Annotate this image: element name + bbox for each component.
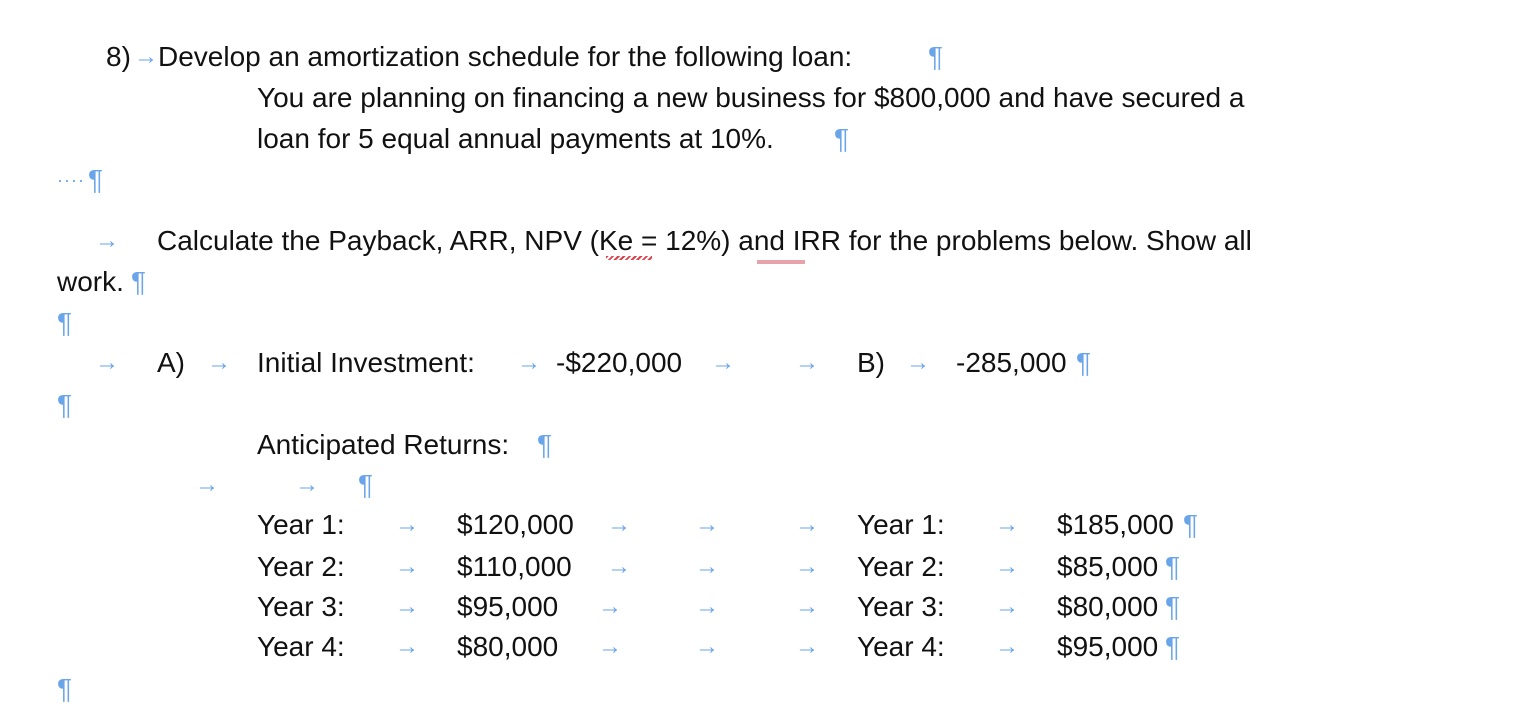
tab-mark: → [995,593,1019,620]
project-b-label: B) [857,347,885,378]
loan-description-line-1: You are planning on financing a new business for $800,000 and have secured a [257,82,1245,113]
tab-mark: → [395,633,419,660]
tab-mark: → [795,553,819,580]
project-a-amount: $95,000 [457,591,559,622]
tab-mark: → [795,511,819,538]
anticipated-returns-label: Anticipated Returns: [257,429,510,460]
project-b-year: Year 3: [857,591,945,622]
project-a-year: Year 2: [257,551,345,582]
tab-mark: → [395,593,419,620]
pilcrow-mark: ¶ [131,266,147,297]
project-a-year: Year 3: [257,591,345,622]
tab-mark: → [795,593,819,620]
project-a-amount: $110,000 [457,551,572,582]
tab-mark: → [995,553,1019,580]
project-b-amount: $95,000 [1057,631,1159,662]
tab-mark: → [795,349,819,376]
project-b-investment: -285,000 [956,347,1067,378]
pilcrow-mark: ¶ [1076,347,1092,378]
grammar-underline [757,260,805,264]
project-b-year: Year 2: [857,551,945,582]
pilcrow-mark: ¶ [358,469,374,500]
spellcheck-squiggle [606,256,652,260]
tab-mark: → [906,349,930,376]
tab-mark: → [395,511,419,538]
loan-description-line-2: loan for 5 equal annual payments at 10%. [257,123,774,154]
pilcrow-mark: ¶ [1165,551,1181,582]
instructions-line-1: Calculate the Payback, ARR, NPV (Ke = 12%) and IRR for the problems below. Show all [157,225,1252,256]
instructions-line-2: work. [57,266,124,297]
tab-mark: → [795,633,819,660]
tab-mark: → [95,227,119,254]
pilcrow-mark: ¶ [537,429,553,460]
tab-mark: → [711,349,735,376]
project-a-amount: $120,000 [457,509,574,540]
project-b-year: Year 1: [857,509,945,540]
tab-mark: → [607,553,631,580]
tab-mark: → [695,511,719,538]
project-a-investment: -$220,000 [556,347,683,378]
project-b-amount: $85,000 [1057,551,1159,582]
project-b-year: Year 4: [857,631,945,662]
pilcrow-mark: ¶ [834,123,850,154]
tab-mark: → [598,633,622,660]
tab-mark: → [607,511,631,538]
tab-mark: → [695,553,719,580]
tab-mark: → [517,349,541,376]
project-a-year: Year 4: [257,631,345,662]
pilcrow-mark: ¶ [57,389,73,420]
project-a-label: A) [157,347,185,378]
tab-mark: → [695,633,719,660]
problem-number: 8) [106,41,131,72]
tab-mark: → [134,43,158,70]
pilcrow-mark: ¶ [1165,591,1181,622]
tab-mark: → [295,471,319,498]
space-marks: ···· [57,170,85,190]
tab-mark: → [95,349,119,376]
pilcrow-mark: ¶ [928,41,944,72]
pilcrow-mark: ¶ [57,673,73,704]
tab-mark: → [207,349,231,376]
project-a-year: Year 1: [257,509,345,540]
project-b-amount: $80,000 [1057,591,1159,622]
project-a-amount: $80,000 [457,631,559,662]
problem-heading: Develop an amortization schedule for the following loan: [158,41,853,72]
project-b-amount: $185,000 [1057,509,1174,540]
tab-mark: → [695,593,719,620]
tab-mark: → [598,593,622,620]
pilcrow-mark: ¶ [88,164,104,195]
tab-mark: → [995,511,1019,538]
pilcrow-mark: ¶ [1183,509,1199,540]
tab-mark: → [195,471,219,498]
pilcrow-mark: ¶ [57,307,73,338]
pilcrow-mark: ¶ [1165,631,1181,662]
initial-investment-label: Initial Investment: [257,347,475,378]
tab-mark: → [395,553,419,580]
tab-mark: → [995,633,1019,660]
